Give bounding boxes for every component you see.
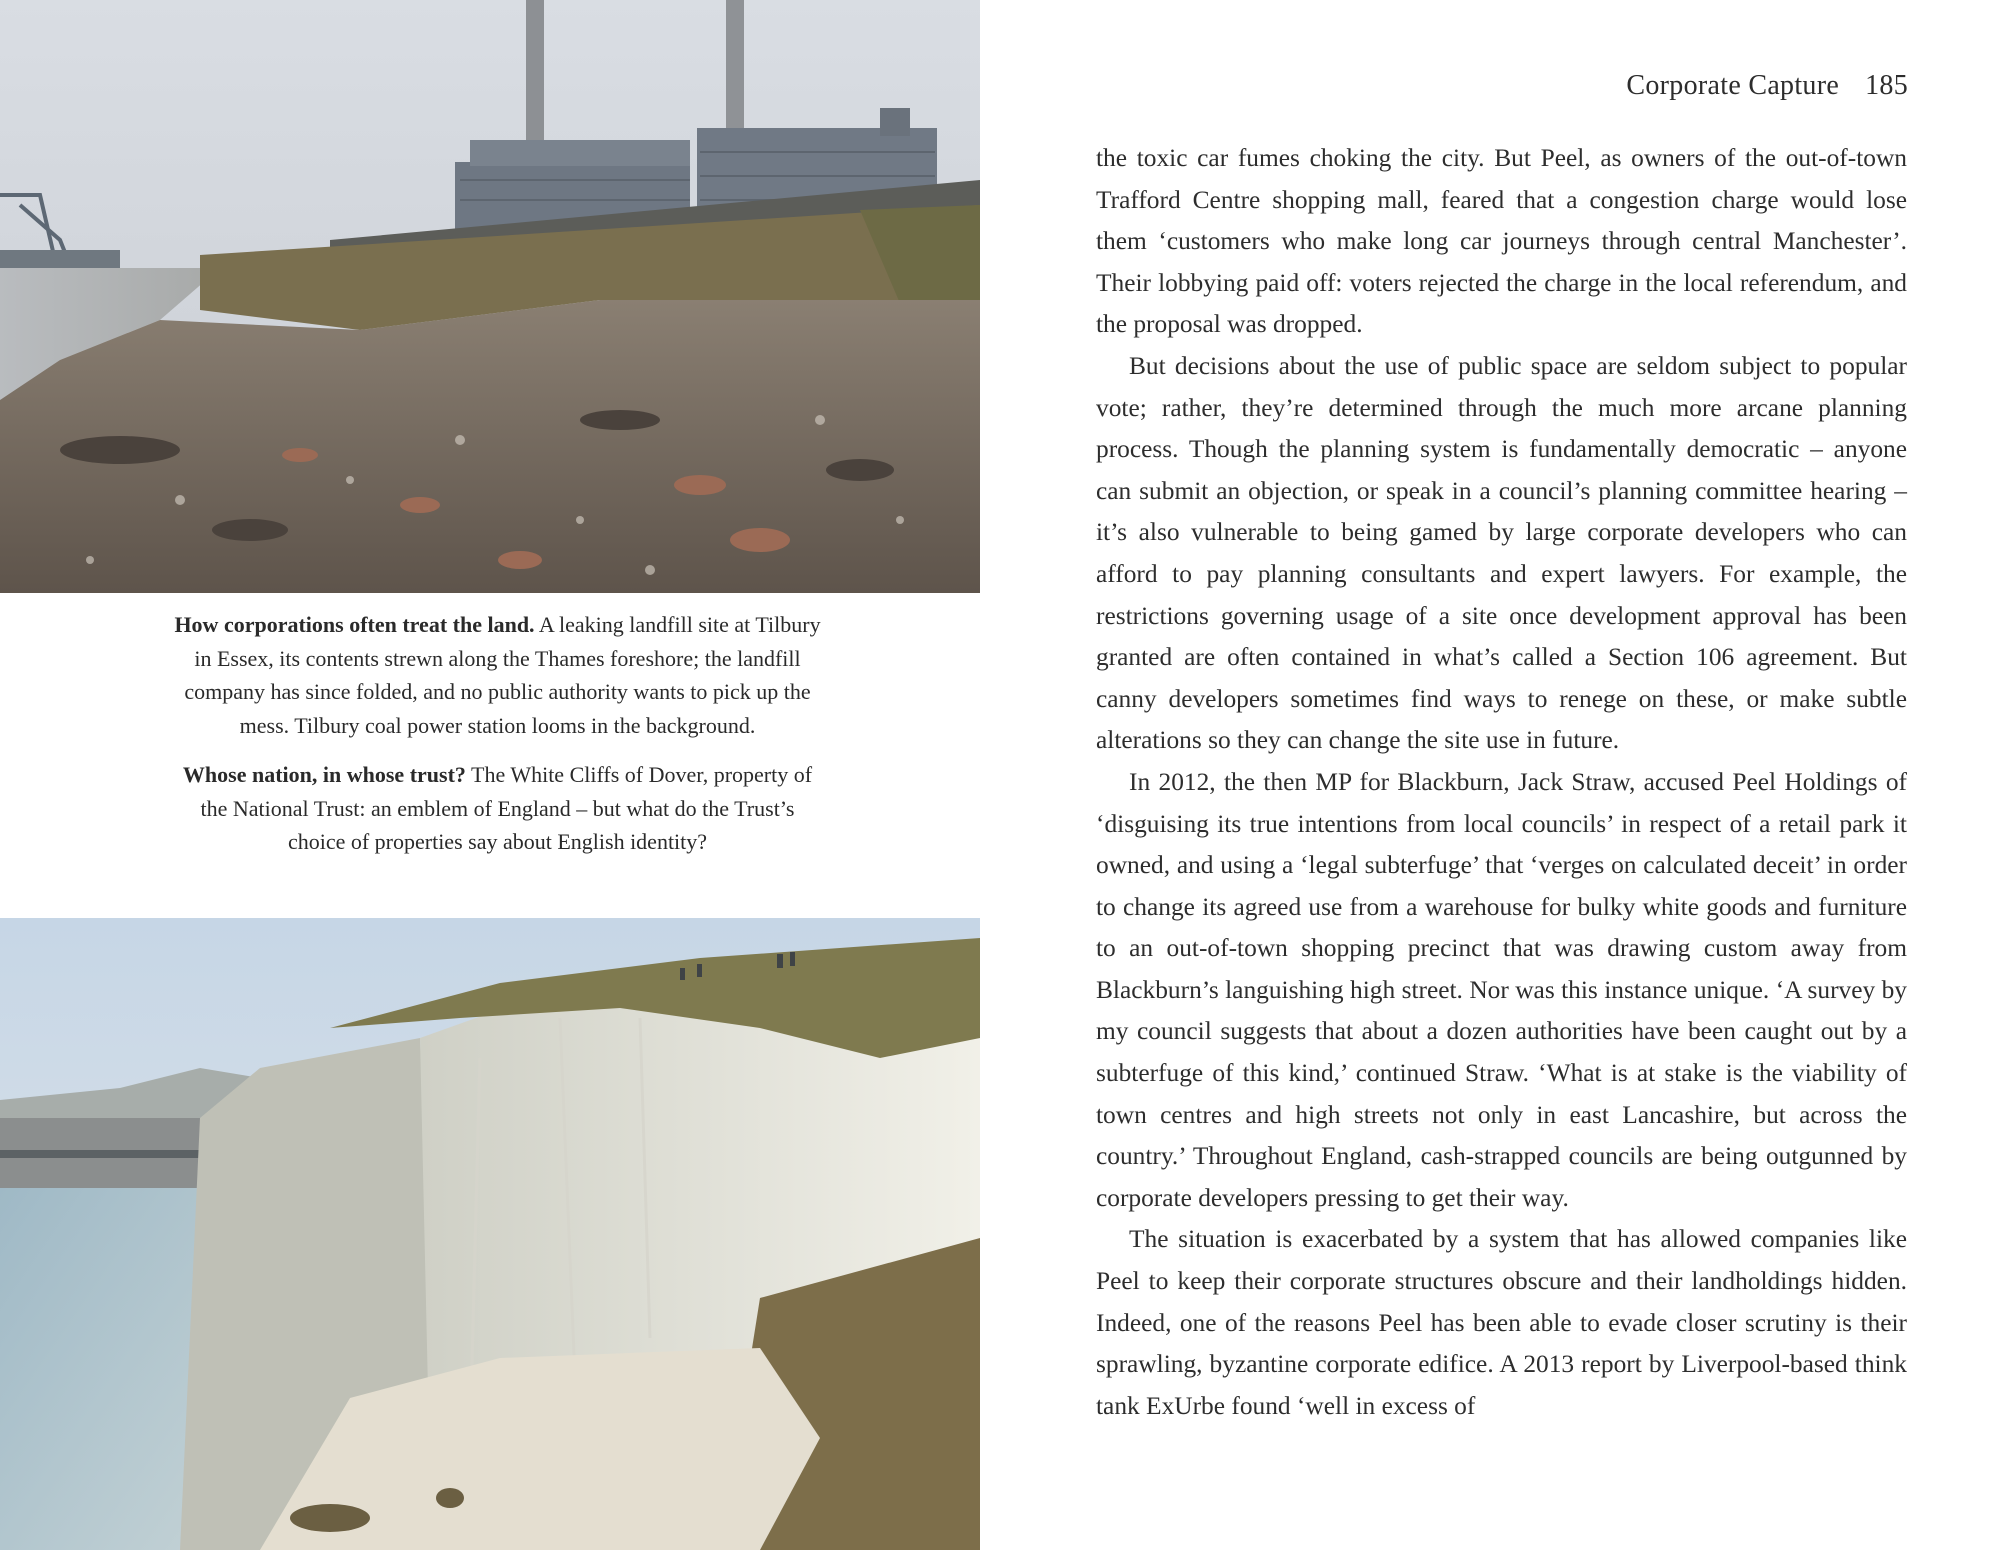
left-page <box>0 0 980 1550</box>
paragraph: In 2012, the then MP for Blackburn, Jack Straw, accused Peel Holdings of ‘disguising its true intentions from local councils’ in respect of a retail park it owned, and using a ‘legal subterfuge’ that ‘verges on calculated deceit’ in order to change its agreed use from a warehouse for bulky white goods and furniture to an out-of-town shopping precinct that was drawing custom away from Blackburn’s languishing high street. Nor was this instance unique. ‘A survey by my council suggests that about a dozen authorities have been caught out by a subterfuge of this kind,’ continued Straw. ‘What is at stake is the viability of town centres and high streets not only in east Lancashire, but across the country.’ Throughout England, cash-strapped councils are being outgunned by corporate developers pressing to get their way. <box>1096 767 1907 1212</box>
paragraph: But decisions about the use of public space are seldom subject to popular vote; rather, they’re determined through the much more arcane planning process. Though the planning system is fundamentally democratic – anyone can submit an objection, or speak in a council’s planning committee hearing – it’s also vulnerable to being gamed by large corporate developers who can afford to pay planning consultants and expert lawyers. For example, the restrictions governing usage of a site once development approval has been granted are often contained in what’s called a Section 106 agreement. But canny developers sometimes find ways to renege on these, or make subtle alterations so they can change the site use in future. <box>1096 351 1907 755</box>
paragraph: The situation is exacerbated by a system that has allowed companies like Peel to keep their corporate structures obscure and their landholdings hidden. Indeed, one of the reasons Peel has been able to evade closer scrutiny is their sprawling, byzantine corporate edifice. A 2013 report by Liverpool-based think tank ExUrbe found ‘well in excess of <box>1096 1225 1907 1420</box>
paragraph: the toxic car fumes choking the city. But Peel, as owners of the out-of-town Trafford Centre shopping mall, feared that a congestion charge would lose them ‘customers who make long car journeys through central Manchester’. Their lobbying paid off: voters rejected the charge in the local referendum, and the proposal was dropped. <box>1096 144 1907 339</box>
caption-bottom <box>170 758 825 859</box>
caption-bottom-text: The White Cliffs of Dover, property of the National Trust: an emblem of England – but what do the Trust’s choice of properties say about English identity? <box>200 762 813 854</box>
caption-top <box>170 608 825 742</box>
page-number: 185 <box>1865 70 1908 101</box>
right-page <box>1000 0 2000 1550</box>
chapter-title: Corporate Capture <box>1626 70 1840 101</box>
caption-top-title: How corporations often treat the land. <box>174 612 535 637</box>
photo-captions <box>170 608 825 875</box>
caption-bottom-title: Whose nation, in whose trust? <box>182 762 466 787</box>
running-head <box>1090 70 1908 102</box>
body-text <box>1096 138 1907 1427</box>
caption-top-text: A leaking landfill site at Tilbury in Essex, its contents strewn along the Thames foreshore; the landfill company has since folded, and no public authority wants to pick up the mess. Tilbury coal power station looms in the background. <box>184 612 821 738</box>
white-cliffs-photo <box>0 918 980 1550</box>
landfill-foreshore-photo <box>0 0 980 593</box>
